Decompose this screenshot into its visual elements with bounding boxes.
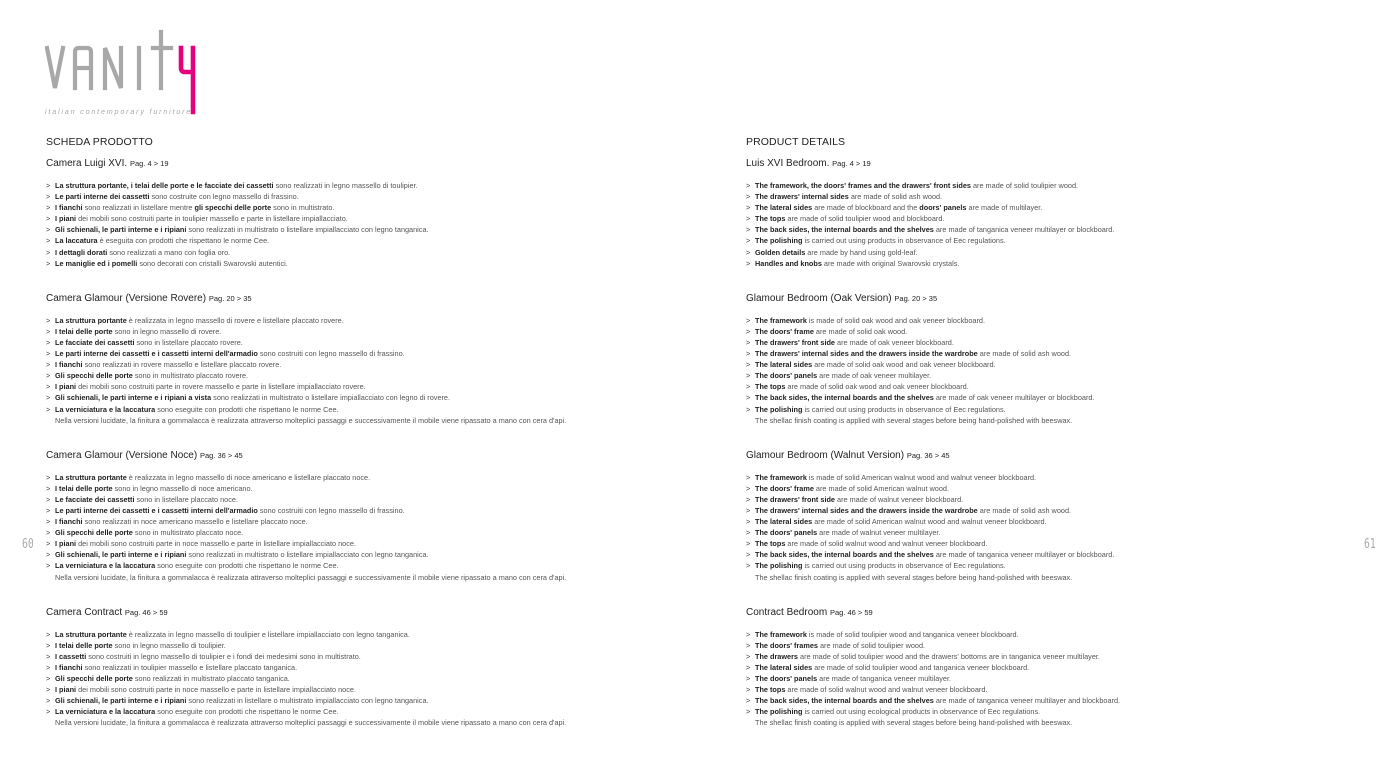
spec-item [46,516,686,527]
column-title: SCHEDA PRODOTTO [46,136,153,148]
section-spacer [46,426,686,449]
spec-item-subject: Le facciate dei cassetti [55,337,135,347]
spec-item-text: is made of solid toulipier wood and tanganica veneer blockboard. [806,629,1019,639]
spec-item-subject: I piani [55,685,77,695]
spec-item-subject: La laccatura [55,236,98,246]
spec-item [46,381,686,392]
spec-item-subject: The polishing [755,404,803,414]
spec-item [746,549,1386,560]
spec-item-subject: The back sides, the internal boards and the shelves [755,696,934,706]
section-spacer [746,426,1386,449]
spec-item [746,235,1386,246]
page-range: Pag. 46 > 59 [829,607,873,617]
spec-item-subject: The lateral sides [755,203,813,213]
section-title: Contract Bedroom [746,606,828,618]
spec-item-text: is carried out using products in observance of Eec regulations. [802,561,1006,571]
spec-item-text: sono realizzati in listellare o multistrato impiallacciato con legno tanganica. [186,696,429,706]
spec-item-subject: I piani [55,214,77,224]
spec-item [746,337,1386,348]
spec-item-text: are made of oak veneer blockboard. [835,337,954,347]
page-range: Pag. 46 > 59 [124,607,168,617]
spec-item-text: is carried out using products in observance of Eec regulations. [802,236,1006,246]
spec-item-text: sono in listellare placcato rovere. [134,337,243,347]
section-heading [46,449,686,463]
spec-item [746,662,1386,673]
spec-item [746,684,1386,695]
spec-item [746,651,1386,662]
spec-item-subject: doors' panels [919,203,967,213]
spec-item-text: sono realizzati in multistrato o listellare impiallacciato con legno tanganica. [186,225,429,235]
spec-item [746,494,1386,505]
spec-item [746,505,1386,516]
spec-item-text: è realizzata in legno massello di rovere e listellare placcato rovere. [126,315,344,325]
spec-item-subject: La verniciatura e la laccatura [55,707,156,717]
spec-item-text: sono eseguite con prodotti che rispettano le norme Cee. [155,561,339,571]
spec-item-text: sono costruite con legno massello di frassino. [149,192,299,202]
spec-item-subject: The doors' frames [755,640,818,650]
section-heading [746,292,1386,306]
spec-item-subject: I dettagli dorati [55,247,108,257]
spec-item-subject: La struttura portante, i telai delle porte e le facciate dei cassetti [55,181,274,190]
spec-item [746,359,1386,370]
spec-item-text: sono realizzati in noce americano massello e listellare placcato noce. [82,517,308,527]
spec-item-text: are made of solid toulipier wood and the drawers' bottoms are in tanganica veneer multilayer. [798,651,1100,661]
spec-item-subject: The back sides, the internal boards and the shelves [755,393,934,403]
spec-item-subject: I fianchi [55,203,83,213]
spec-item-text: è realizzata in legno massello di toulipier e listellare impiallacciato con legno tanganica. [126,629,410,639]
page-range: Pag. 36 > 45 [199,450,243,460]
spec-item [46,560,686,571]
spec-item-subject: The drawers' internal sides [755,192,849,202]
spec-item [46,392,686,403]
spec-item-subject: Le parti interne dei cassetti [55,192,150,202]
spec-item-subject: Gli schienali, le parti interne e i ripiani [55,696,187,706]
spec-item-text: sono in multistrato placcato rovere. [132,371,249,381]
spec-item-text: sono realizzati in multistrato o listellare impiallacciato con legno tanganica. [186,550,429,560]
spec-item-subject: Handles and knobs [755,258,822,268]
spec-item [746,326,1386,337]
page-range: Pag. 4 > 19 [129,159,169,168]
spec-item-text: are made of solid ash wood. [977,349,1072,359]
spec-item-subject: Le parti interne dei cassetti e i cassetti interni dell'armadio [55,349,258,359]
section-spacer [746,728,1386,751]
spec-item-text: sono realizzati in multistrato o listellare impiallacciato con legno di rovere. [211,393,451,403]
spec-item-subject: The framework [755,629,807,639]
page-range: Pag. 20 > 35 [208,293,252,303]
spec-item-text: sono in legno massello di rovere. [112,326,222,336]
spec-item-subject: The framework [755,315,807,325]
spec-item-text: are made of tanganica veneer multilayer or blockboard. [933,225,1115,235]
spec-item-text: are made of multilayer. [966,203,1043,213]
spec-item-text: sono in multistrato placcato noce. [132,528,244,538]
spec-item-text: is made of solid oak wood and oak veneer blockboard. [806,315,985,325]
spec-item-subject: The drawers' internal sides and the drawers inside the wardrobe [755,505,978,515]
spec-item [46,404,686,415]
spec-item [746,483,1386,494]
spec-item-text: are made of oak veneer multilayer or blockboard. [933,393,1095,403]
spec-item [746,370,1386,381]
spec-item [46,684,686,695]
spec-item-subject: I fianchi [55,360,83,370]
page-range: Pag. 4 > 19 [832,159,871,168]
section-title: Camera Contract [46,606,123,618]
product-section [746,157,1386,292]
spec-item-subject: Gli schienali, le parti interne e i ripiani [55,550,187,560]
spec-item-text: are made of walnut veneer multilayer. [817,528,941,538]
spec-item [46,472,686,483]
section-heading [746,157,1386,171]
spec-item [746,247,1386,258]
spec-item-subject: The doors' frame [755,483,814,493]
spec-item-subject: The tops [755,214,786,224]
spec-item-text: dei mobili sono costruiti parte in rovere massello e parte in listellare impiallacciato rovere. [76,382,366,392]
spec-item-subject: La verniciatura e la laccatura [55,561,156,571]
spec-item-subject: I fianchi [55,517,83,527]
brand-logo [45,28,205,120]
spec-list [46,180,686,269]
spec-item [46,180,686,191]
spec-item [46,662,686,673]
spec-item [46,247,686,258]
spec-item [46,202,686,213]
spec-item-subject: The drawers' front side [755,494,835,504]
spec-item-text: dei mobili sono costruiti parte in noce massello e parte in listellare impiallacciato noce. [76,685,356,695]
spec-item [46,695,686,706]
spec-item-subject: The tops [755,382,786,392]
spec-item-subject: The framework, the doors' frames and the drawers' front sides [755,181,971,190]
spec-item-text: è realizzata in legno massello di noce americano e listellare placcato noce. [126,472,371,482]
finish-note: The shellac finish coating is applied with several stages before being hand-polished with beeswax. [755,718,1073,728]
section-heading [746,606,1386,620]
spec-item [46,527,686,538]
spec-item [746,640,1386,651]
section-list [46,157,686,751]
spec-item-text: are made of solid ash wood. [848,192,943,202]
product-section [46,157,686,292]
spec-item-text: sono realizzati in multistrato placcato tanganica. [132,674,290,683]
column-italian [46,136,686,751]
spec-item [46,359,686,370]
spec-item-text: is carried out using ecological products in observance of Eec regulations. [802,707,1041,717]
section-title: Camera Glamour (Versione Noce) [46,449,198,461]
page-range: Pag. 36 > 45 [906,450,950,460]
spec-item [746,180,1386,191]
spec-list [746,180,1386,269]
spec-item-text: sono realizzati in rovere massello e listellare placcato rovere. [82,360,282,370]
section-heading [46,157,686,171]
spec-item-text: are made of blockboard and the [812,203,920,213]
spec-list [746,472,1386,572]
section-spacer [746,583,1386,606]
section-title: Luis XVI Bedroom. [746,158,830,169]
finish-note: The shellac finish coating is applied with several stages before being hand-polished with beeswax. [755,572,1073,582]
product-section [46,292,686,449]
spec-item [46,348,686,359]
spec-item [46,370,686,381]
spec-item [46,315,686,326]
spec-item-text: are made of solid oak wood. [813,326,908,336]
column-english [746,136,1386,751]
finish-note: The shellac finish coating is applied with several stages before being hand-polished with beeswax. [755,415,1073,425]
spec-item [746,381,1386,392]
spec-item-subject: Gli specchi delle porte [55,371,133,381]
spec-item-text: are made of solid oak wood and oak veneer blockboard. [812,360,996,370]
product-section [746,292,1386,449]
spec-item [746,538,1386,549]
spec-item-subject: La struttura portante [55,472,127,482]
spec-item [46,213,686,224]
spec-item [46,549,686,560]
spec-item-subject: Gli schienali, le parti interne e i ripiani a vista [55,393,212,403]
spec-item-text: is made of solid American walnut wood and walnut veneer blockboard. [806,472,1037,482]
spec-item [746,527,1386,538]
spec-item-text: sono costruiti con legno massello di frassino. [257,349,405,359]
spec-item [46,538,686,549]
spec-item-text: sono in listellare placcato noce. [134,494,238,504]
spec-item-subject: I piani [55,539,77,549]
spec-item [46,673,686,684]
spec-item-text: are made of tanganica veneer multilayer. [817,674,952,683]
spec-item-text: are made of solid walnut wood and walnut veneer blockboard. [785,539,988,549]
spec-item-subject: I telai delle porte [55,326,113,336]
spec-item-text: are made of solid oak wood and oak veneer blockboard. [785,382,969,392]
spec-item-subject: I cassetti [55,651,87,661]
spec-item-text: are made of tanganica veneer multilayer or blockboard. [933,550,1115,560]
finish-note: Nella versioni lucidate, la finitura a gommalacca è realizzata attraverso molteplici passaggi e successivamente il mobile viene ripassato a mano con cera d'api. [55,572,567,582]
spec-item [746,348,1386,359]
spec-list [46,629,686,718]
page-number-left: 60 [21,537,34,552]
section-title: Camera Glamour (Versione Rovere) [46,292,207,304]
spec-item-subject: The doors' frame [755,326,814,336]
spec-item-text: sono eseguite con prodotti che rispettano le norme Cee. [155,404,339,414]
spec-item-subject: Le facciate dei cassetti [55,494,135,504]
page-number-right: 61 [1363,537,1376,552]
spec-item-text: è eseguita con prodotti che rispettano le norme Cee. [97,236,270,246]
spec-item-subject: Le parti interne dei cassetti e i cassetti interni dell'armadio [55,505,258,515]
spec-item-subject: I fianchi [55,662,83,672]
spec-item-text: are made of solid American walnut wood. [813,483,949,493]
product-section [46,449,686,606]
spec-item-text: dei mobili sono costruiti parte in toulipier massello e parte in listellare impiallacciato. [76,214,348,224]
section-title: Glamour Bedroom (Oak Version) [746,292,892,304]
section-list [746,157,1386,751]
spec-item-subject: La verniciatura e la laccatura [55,404,156,414]
section-spacer [46,269,686,292]
spec-item-text: sono realizzati in legno massello di toulipier. [273,181,418,190]
spec-item-subject: The lateral sides [755,662,813,672]
spec-item-text: sono costruiti con legno massello di frassino. [257,505,405,515]
spec-item [746,560,1386,571]
spec-item-text: are made of solid toulipier wood. [970,181,1079,190]
spec-item-text: are made of solid toulipier wood and tanganica veneer blockboard. [812,662,1030,672]
spec-item-subject: The polishing [755,707,803,717]
spec-item [46,640,686,651]
spec-item-subject: I telai delle porte [55,483,113,493]
spec-item-subject: Gli schienali, le parti interne e i ripiani [55,225,187,235]
spec-item [746,202,1386,213]
spec-item-subject: Golden details [755,247,806,257]
finish-note: Nella versioni lucidate, la finitura a gommalacca è realizzata attraverso molteplici passaggi e successivamente il mobile viene ripassato a mano con cera d'api. [55,415,567,425]
spec-item [746,472,1386,483]
spec-item-subject: The polishing [755,561,803,571]
spec-item [46,258,686,269]
spec-item-text: sono costruiti in legno massello di toulipier e i fondi dei medesimi sono in multistrato. [86,651,361,661]
spec-item-subject: The back sides, the internal boards and the shelves [755,550,934,560]
spec-item-text: are made by hand using gold-leaf. [805,247,918,257]
spec-item-subject: I telai delle porte [55,640,113,650]
spec-item-text: sono in legno massello di toulipier. [112,640,226,650]
spec-item-text: sono realizzati a mano con foglia oro. [107,247,231,257]
logo-tagline: italian contemporary furniture [45,107,193,116]
spec-item-text: sono in multistrato. [271,203,335,213]
spec-item [746,695,1386,706]
spec-item-subject: La struttura portante [55,629,127,639]
spec-item [46,224,686,235]
spec-item [746,706,1386,717]
spec-item [746,191,1386,202]
spec-item [746,629,1386,640]
spec-item-text: are made of solid American walnut wood and walnut veneer blockboard. [812,517,1047,527]
spec-item-subject: Gli specchi delle porte [55,674,133,683]
spec-item [746,516,1386,527]
spec-item [46,326,686,337]
spec-item-text: are made of solid walnut wood and walnut veneer blockboard. [785,685,988,695]
product-section [746,449,1386,606]
spec-item-subject: The drawers [755,651,798,661]
spec-item-subject: The tops [755,539,786,549]
spec-item [46,651,686,662]
spec-item [46,337,686,348]
spec-item [746,673,1386,684]
spec-item [746,224,1386,235]
spec-item-subject: The doors' panels [755,371,818,381]
spec-item-subject: I piani [55,382,77,392]
section-title: Glamour Bedroom (Walnut Version) [746,449,905,461]
spec-item [746,213,1386,224]
spec-item-subject: The drawers' front side [755,337,835,347]
spec-item [746,315,1386,326]
spec-item-text: are made of solid ash wood. [977,505,1072,515]
spec-item-text: are made of solid toulipier wood. [817,640,926,650]
spec-list [46,315,686,415]
finish-note: Nella versioni lucidate, la finitura a gommalacca è realizzata attraverso molteplici passaggi e successivamente il mobile viene ripassato a mano con cera d'api. [55,718,567,728]
spec-item-text: sono in legno massello di noce americano. [112,483,253,493]
spec-item [46,706,686,717]
spec-item-subject: The polishing [755,236,803,246]
spec-item-subject: The lateral sides [755,517,813,527]
spec-item [746,258,1386,269]
spec-item [746,404,1386,415]
product-section [46,606,686,752]
section-spacer [46,583,686,606]
spec-item [46,629,686,640]
spec-item [46,505,686,516]
spec-item-subject: La struttura portante [55,315,127,325]
spec-item-subject: The doors' panels [755,528,818,538]
section-spacer [46,728,686,751]
spec-item-text: sono realizzati in toulipier massello e listellare placcato tanganica. [82,662,298,672]
spec-item [46,191,686,202]
product-section [746,606,1386,752]
spec-item-text: sono eseguite con prodotti che rispettano le norme Cee. [155,707,339,717]
spec-list [46,472,686,572]
spec-item [46,494,686,505]
section-title: Camera Luigi XVI. [46,158,128,169]
column-title: PRODUCT DETAILS [746,136,846,148]
spec-item-text: is carried out using products in observance of Eec regulations. [802,404,1006,414]
spec-item [46,483,686,494]
spec-item-subject: The lateral sides [755,360,813,370]
spec-item-subject: The back sides, the internal boards and the shelves [755,225,934,235]
spec-item-text: sono realizzati in listellare mentre [82,203,195,213]
spec-item-text: are made of solid toulipier wood and blockboard. [785,214,945,224]
spec-item-subject: The framework [755,472,807,482]
spec-list [746,629,1386,718]
section-heading [46,606,686,620]
spec-item-subject: Gli specchi delle porte [55,528,133,538]
spec-item-subject: The doors' panels [755,674,818,683]
section-heading [46,292,686,306]
spec-item-text: sono decorati con cristalli Swarovski autentici. [137,258,288,268]
spec-list [746,315,1386,415]
spec-item-subject: The tops [755,685,786,695]
page-range: Pag. 20 > 35 [894,293,938,303]
spec-item-text: dei mobili sono costruiti parte in noce massello e parte in listellare impiallacciato noce. [76,539,356,549]
section-spacer [746,269,1386,292]
spec-item [46,235,686,246]
spec-item [746,392,1386,403]
spec-item-text: are made of oak veneer multilayer. [817,371,932,381]
vanity-logo-graphic [45,28,205,120]
spec-item-text: are made of walnut veneer blockboard. [835,494,964,504]
spec-item-text: are made with original Swarovski crystals. [821,258,960,268]
section-heading [746,449,1386,463]
spec-item-text: are made of tanganica veneer multilayer and blockboard. [933,696,1121,706]
spec-item-subject: The drawers' internal sides and the drawers inside the wardrobe [755,349,978,359]
spec-item-subject: Le maniglie ed i pomelli [55,258,138,268]
spec-item-subject: gli specchi delle porte [194,203,272,213]
